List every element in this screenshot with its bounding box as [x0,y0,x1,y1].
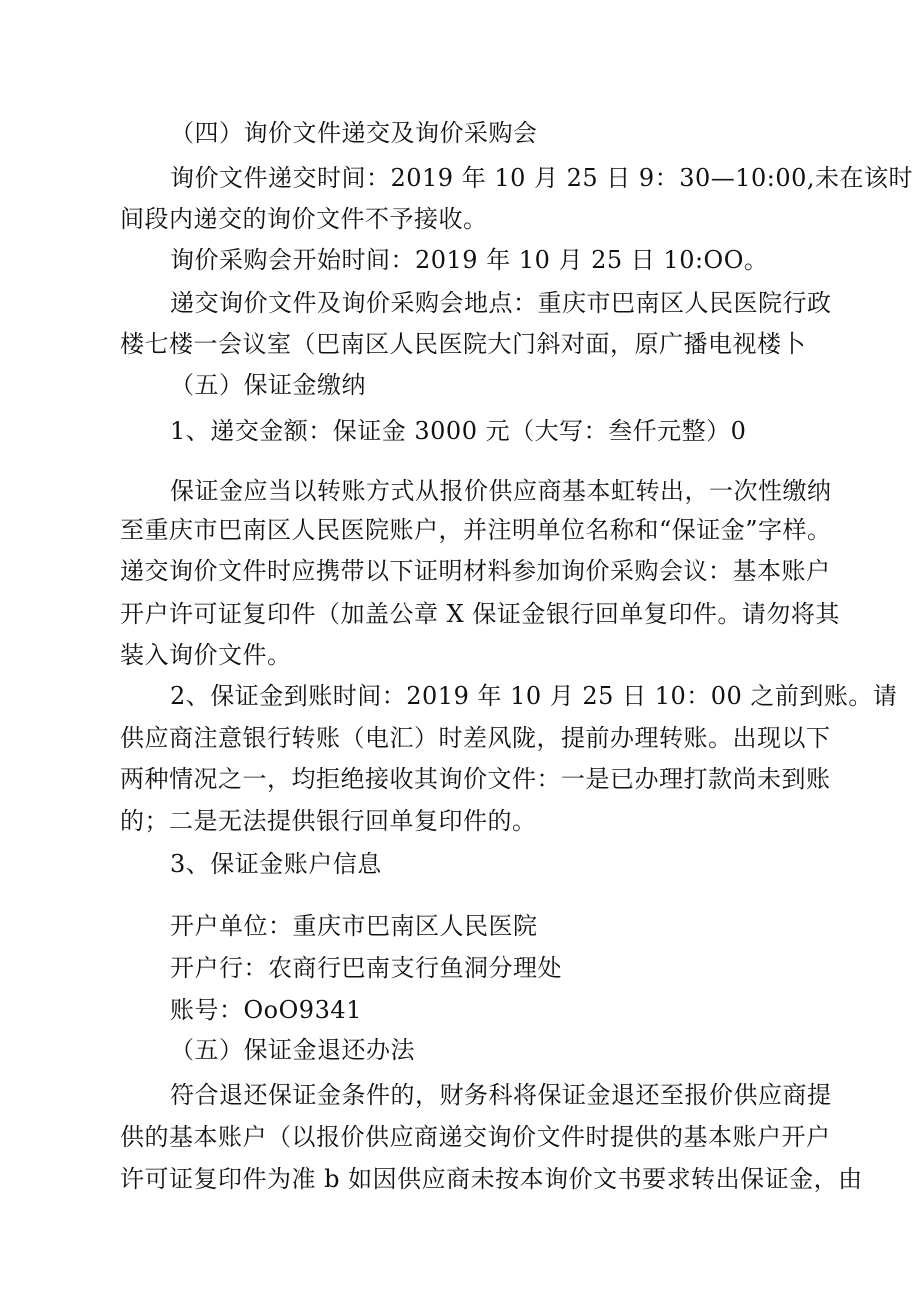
paragraph-line: 1、递交金额：保证金 3000 元（大写：叁仟元整）0 [170,417,747,445]
account-bank: 开户行：农商行巴南支行鱼洞分理处 [170,954,562,982]
paragraph-line: 递交询价文件时应携带以下证明材料参加询价采购会议：基本账户 [120,557,831,585]
paragraph-line: 保证金应当以转账方式从报价供应商基本虹转出，一次性缴纳 [170,477,832,505]
account-number: 账号：OoO9341 [170,996,362,1024]
paragraph-line: 2、保证金到账时间：2019 年 10 月 25 日 10：00 之前到账。请 [170,682,898,710]
paragraph-line: 的；二是无法提供银行回单复印件的。 [120,807,537,835]
paragraph-line: 间段内递交的询价文件不予接收。 [120,205,488,233]
section-heading-four: （四）询价文件递交及询价采购会 [170,119,538,147]
paragraph-line: 装入询价文件。 [120,641,292,669]
section-heading-five: （五）保证金缴纳 [170,371,366,399]
paragraph-line: 许可证复印件为准 b 如因供应商未按本询价文书要求转出保证金，由 [120,1165,863,1193]
subheading-account-info: 3、保证金账户信息 [170,850,382,878]
paragraph-line: 至重庆市巴南区人民医院账户，并注明单位名称和“保证金”字样。 [120,516,832,544]
paragraph-line: 递交询价文件及询价采购会地点：重庆市巴南区人民医院行政 [170,289,832,317]
paragraph-line: 询价文件递交时间：2019 年 10 月 25 日 9：30—10:00,未在该时 [170,164,914,192]
paragraph-line: 询价采购会开始时间：2019 年 10 月 25 日 10:OO。 [170,246,769,274]
paragraph-line: 两种情况之一，均拒绝接收其询价文件：一是已办理打款尚未到账 [120,765,831,793]
paragraph-line: 供的基本账户（以报价供应商递交询价文件时提供的基本账户开户 [120,1123,831,1151]
paragraph-line: 符合退还保证金条件的，财务科将保证金退还至报价供应商提 [170,1081,832,1109]
paragraph-line: 供应商注意银行转账（电汇）时差风陇，提前办理转账。出现以下 [120,724,831,752]
paragraph-line: 开户许可证复印件（加盖公章 X 保证金银行回单复印件。请勿将其 [120,600,840,628]
section-heading-refund: （五）保证金退还办法 [170,1036,415,1064]
paragraph-line: 楼七楼一会议室（巴南区人民医院大门斜对面，原广播电视楼卜 [120,330,806,358]
account-holder: 开户单位：重庆市巴南区人民医院 [170,912,538,940]
